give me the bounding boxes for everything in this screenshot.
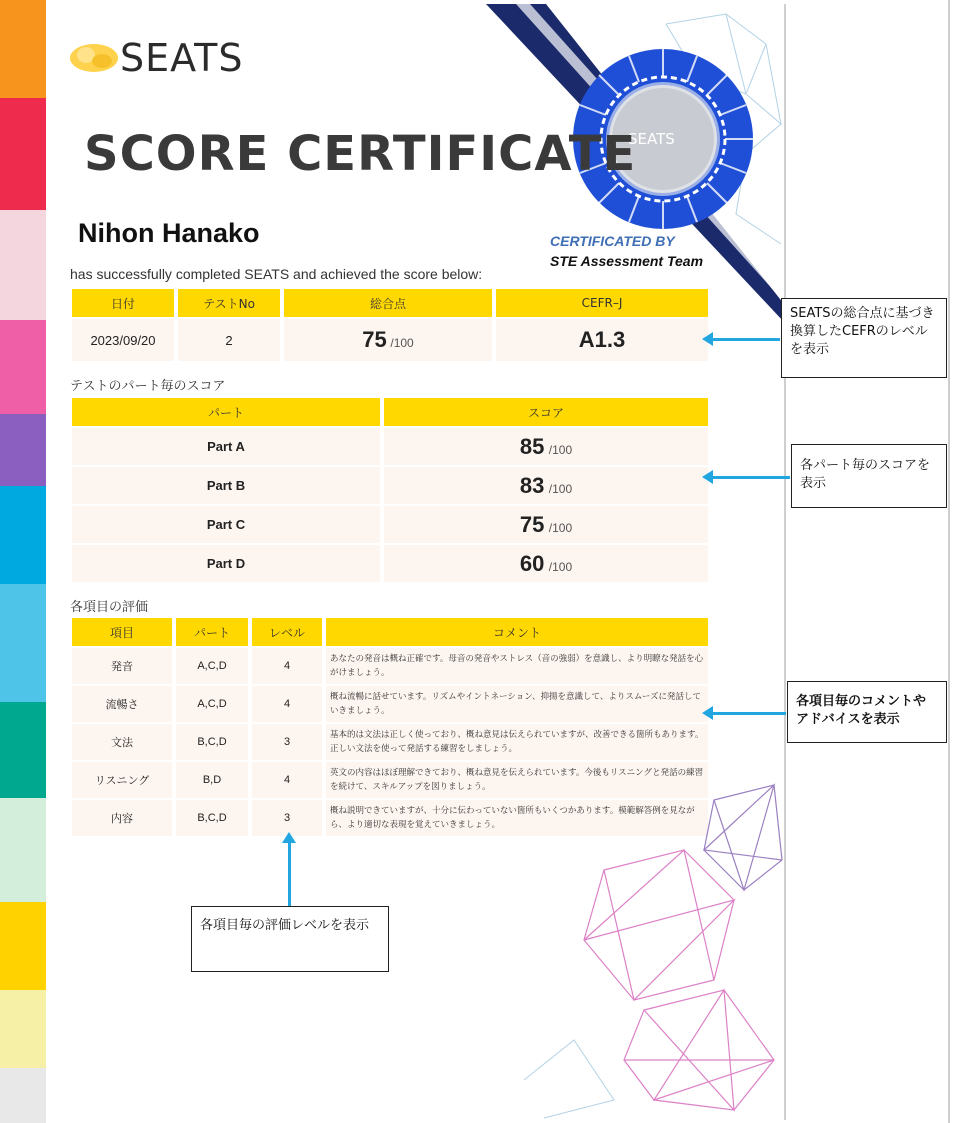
parts-table bbox=[68, 396, 712, 584]
header-item: 項目 bbox=[72, 618, 172, 646]
part-score: 85 bbox=[519, 433, 545, 459]
header-parts: パート bbox=[176, 618, 248, 646]
eval-item: 文法 bbox=[72, 724, 172, 760]
eval-level: 4 bbox=[252, 762, 322, 798]
stripe bbox=[0, 702, 46, 798]
logo-text: SEATS bbox=[120, 36, 244, 80]
eval-item: 内容 bbox=[72, 800, 172, 836]
summary-table bbox=[68, 287, 712, 363]
callout-levels: 各項目毎の評価レベルを表示 bbox=[191, 906, 389, 972]
stripe bbox=[0, 98, 46, 210]
part-score-cell bbox=[384, 467, 708, 504]
certificate-page bbox=[46, 4, 786, 1120]
arrow-cefr bbox=[712, 338, 780, 341]
part-label: Part D bbox=[72, 545, 380, 582]
eval-parts: B,C,D bbox=[176, 800, 248, 836]
eval-comment: あなたの発音は概ね正確です。母音の発音やストレス（音の強弱）を意識し、より明瞭な発話を心がけましょう。 bbox=[326, 648, 708, 684]
part-max: /100 bbox=[548, 520, 573, 535]
total-max: /100 bbox=[390, 336, 414, 350]
candidate-name: Nihon Hanako bbox=[78, 218, 260, 248]
stripe bbox=[0, 1068, 46, 1123]
callout-parts: 各パート毎のスコアを表示 bbox=[791, 444, 947, 508]
eval-level: 3 bbox=[252, 800, 322, 836]
part-score: 83 bbox=[519, 472, 545, 498]
part-score-cell bbox=[384, 428, 708, 465]
part-label: Part A bbox=[72, 428, 380, 465]
stripe bbox=[0, 902, 46, 990]
eval-parts: B,D bbox=[176, 762, 248, 798]
callout-cefr: SEATSの総合点に基づき換算したCEFRのレベルを表示 bbox=[781, 298, 947, 378]
logo-mark-icon bbox=[68, 38, 120, 78]
eval-level: 4 bbox=[252, 648, 322, 684]
part-score: 60 bbox=[519, 550, 545, 576]
eval-item: 流暢さ bbox=[72, 686, 172, 722]
table-row bbox=[72, 686, 708, 722]
header-date: 日付 bbox=[72, 289, 174, 317]
total-score: 75 bbox=[362, 327, 387, 352]
part-label: Part B bbox=[72, 467, 380, 504]
table-row bbox=[72, 545, 708, 582]
eval-item: 発音 bbox=[72, 648, 172, 684]
part-score: 75 bbox=[519, 511, 545, 537]
part-label: Part C bbox=[72, 506, 380, 543]
part-max: /100 bbox=[548, 442, 573, 457]
eval-section-title: 各項目の評価 bbox=[70, 600, 149, 615]
eval-comment: 概ね流暢に話せています。リズムやイントネーション、抑揚を意識して、よりスムーズに発話していきましょう。 bbox=[326, 686, 708, 722]
certified-by-label: CERTIFICATED BY bbox=[550, 233, 675, 249]
seats-logo bbox=[68, 36, 244, 80]
part-score-cell bbox=[384, 545, 708, 582]
part-score-cell bbox=[384, 506, 708, 543]
right-divider bbox=[948, 0, 950, 1123]
eval-parts: B,C,D bbox=[176, 724, 248, 760]
certified-team: STE Assessment Team bbox=[550, 253, 704, 269]
cefr-cell bbox=[496, 319, 708, 361]
eval-comment: 基本的は文法は正しく使っており、概ね意見は伝えられていますが、改善できる箇所もあります。正しい文法を使って発話する練習をしましょう。 bbox=[326, 724, 708, 760]
page-title: SCORE CERTIFICATE bbox=[84, 126, 637, 182]
cefr-value: A1.3 bbox=[578, 327, 626, 352]
eval-comment: 英文の内容はほぼ理解できており、概ね意見を伝えられています。今後もリスニングと発話の練習を続けて、スキルアップを図りましょう。 bbox=[326, 762, 708, 798]
header-cefr: CEFR–J bbox=[496, 289, 708, 317]
eval-comment: 概ね説明できていますが、十分に伝わっていない箇所もいくつかあります。模範解答例を見ながら、より適切な表現を覚えていきましょう。 bbox=[326, 800, 708, 836]
table-row bbox=[72, 724, 708, 760]
stripe bbox=[0, 584, 46, 702]
stripe bbox=[0, 210, 46, 320]
table-row bbox=[72, 648, 708, 684]
stripe bbox=[0, 486, 46, 584]
header-test-no: テストNo bbox=[178, 289, 280, 317]
arrow-parts bbox=[712, 476, 790, 479]
polygon-decoration bbox=[484, 780, 784, 1120]
arrow-comments bbox=[712, 712, 786, 715]
test-no-value: 2 bbox=[178, 319, 280, 361]
header-comment: コメント bbox=[326, 618, 708, 646]
total-score-cell bbox=[284, 319, 492, 361]
stripe bbox=[0, 414, 46, 486]
eval-parts: A,C,D bbox=[176, 648, 248, 684]
stripe bbox=[0, 990, 46, 1068]
parts-section-title: テストのパート毎のスコア bbox=[70, 379, 226, 394]
seal-text: SEATS bbox=[628, 130, 675, 148]
eval-level: 4 bbox=[252, 686, 322, 722]
stripe bbox=[0, 320, 46, 414]
stripe bbox=[0, 798, 46, 902]
table-row bbox=[72, 428, 708, 465]
part-max: /100 bbox=[548, 481, 573, 496]
header-total: 総合点 bbox=[284, 289, 492, 317]
table-row bbox=[72, 506, 708, 543]
eval-item: リスニング bbox=[72, 762, 172, 798]
stripe bbox=[0, 0, 46, 98]
arrow-levels bbox=[288, 842, 291, 906]
subtitle: has successfully completed SEATS and achieved the score below: bbox=[70, 266, 483, 282]
part-max: /100 bbox=[548, 559, 573, 574]
callout-comments: 各項目毎のコメントやアドバイスを表示 bbox=[787, 681, 947, 743]
header-score: スコア bbox=[384, 398, 708, 426]
date-value: 2023/09/20 bbox=[72, 319, 174, 361]
eval-parts: A,C,D bbox=[176, 686, 248, 722]
header-level: レベル bbox=[252, 618, 322, 646]
table-row bbox=[72, 319, 708, 361]
eval-level: 3 bbox=[252, 724, 322, 760]
header-part: パート bbox=[72, 398, 380, 426]
table-row bbox=[72, 467, 708, 504]
side-color-stripes bbox=[0, 0, 46, 1123]
